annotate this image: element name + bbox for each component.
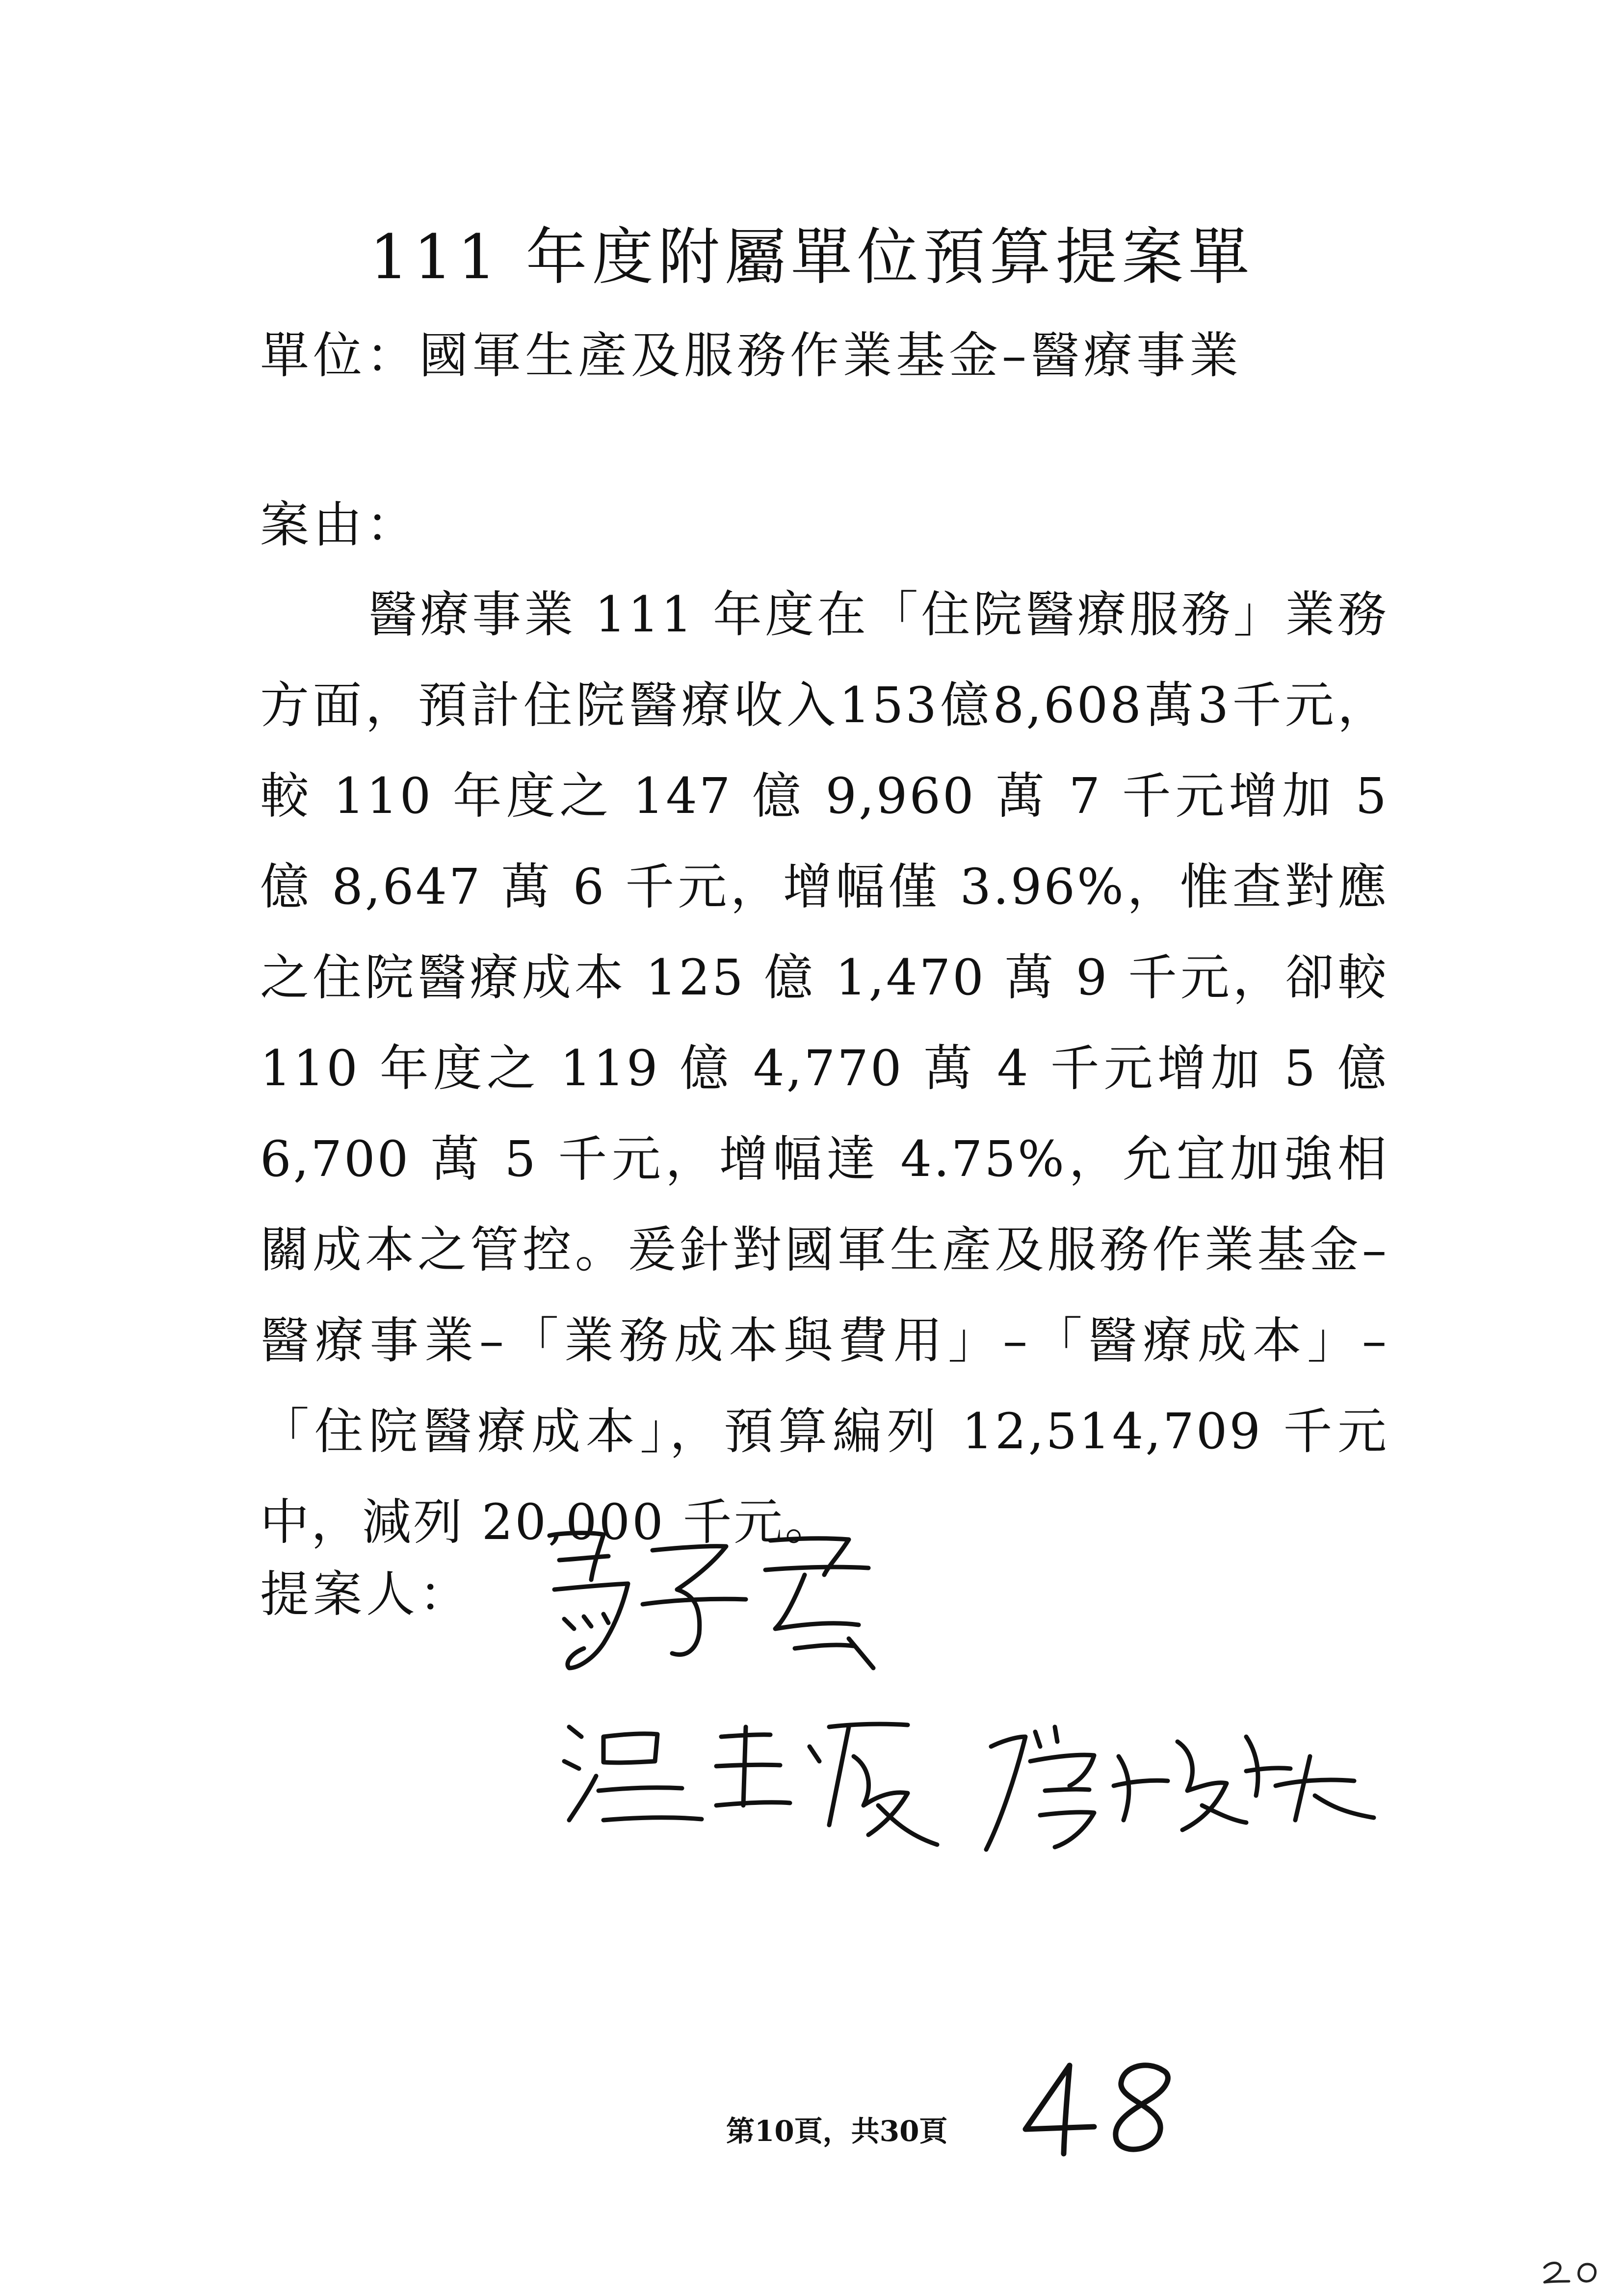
proposal-body: 醫療事業 111 年度在「住院醫療服務」業務方面，預計住院醫療收入153億8,608萬3千元，較 110 年度之 147 億 9,960 萬 7 千元增加 5 億 8,647 萬 6 千元，增幅僅 3.96%，惟查對應之住院醫療成本 125 億 1,470 萬 9 千元，卻較 110 年度之 119 億 4,770 萬 4 千元增加 5 億 6,700 萬 5 千元，增幅達 4.75%，允宜加強相關成本之管控。爰針對國軍生產及服務作業基金–醫療事業–「業務成本與費用」–「醫療成本」–「住院醫療成本」，預算編列 12,514,709 千元中，減列 20,000 千元。 <box>260 586 1388 1551</box>
signature-3 <box>971 1707 1388 1864</box>
signature-2 <box>554 1707 962 1854</box>
corner-handwritten-mark <box>1541 2257 1604 2288</box>
reason-label: 案由： <box>260 496 419 553</box>
signature-1 <box>530 1521 883 1688</box>
proposer-label: 提案人： <box>260 1565 472 1623</box>
page-number-footer: 第10頁，共30頁 <box>726 2114 948 2148</box>
document-title: 111 年度附屬單位預算提案單 <box>369 222 1255 293</box>
unit-line: 單位：國軍生產及服務作業基金–醫療事業 <box>260 327 1242 384</box>
handwritten-page-number <box>1016 2061 1182 2161</box>
